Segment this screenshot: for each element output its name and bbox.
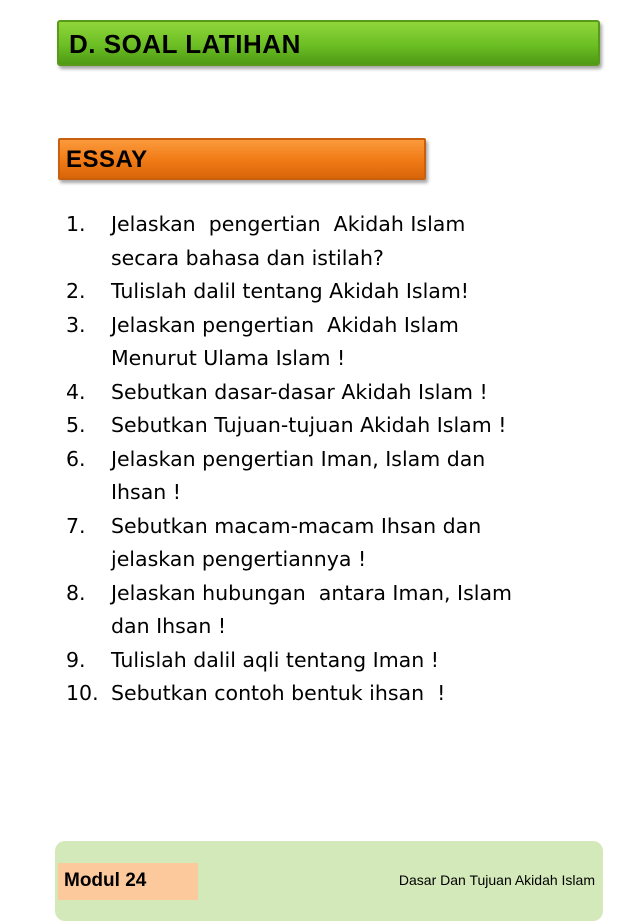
question-item	[66, 510, 626, 577]
question-number: 4.	[66, 379, 86, 404]
question-number: 8.	[66, 580, 86, 605]
question-item	[66, 644, 626, 678]
question-number: 1.	[66, 212, 86, 236]
question-text: Ihsan !	[111, 480, 182, 504]
question-text: Jelaskan pengertian Iman, Islam dan	[111, 446, 486, 471]
question-number: 7.	[66, 513, 86, 538]
question-text: Jelaskan pengertian Akidah Islam	[111, 212, 466, 236]
question-number: 5.	[66, 413, 86, 437]
question-text: Sebutkan dasar-dasar Akidah Islam !	[111, 379, 488, 404]
question-number: 6.	[66, 446, 86, 471]
question-item	[66, 275, 626, 309]
question-text: dan Ihsan !	[111, 614, 227, 638]
module-badge	[58, 863, 198, 900]
question-item	[66, 309, 626, 376]
section-title: D. SOAL LATIHAN	[69, 29, 301, 59]
footer	[55, 841, 603, 921]
question-item	[66, 677, 626, 711]
question-list	[66, 208, 626, 711]
module-title: Dasar Dan Tujuan Akidah Islam	[398, 872, 595, 888]
question-text: secara bahasa dan istilah?	[111, 245, 384, 270]
question-item	[66, 443, 626, 510]
section-header	[57, 20, 600, 66]
question-item	[66, 577, 626, 644]
question-text: Tulislah dalil aqli tentang Iman !	[111, 647, 439, 672]
question-number: 3.	[66, 312, 86, 337]
question-text: Menurut Ulama Islam !	[111, 346, 346, 370]
question-text: Tulislah dalil tentang Akidah Islam!	[111, 279, 470, 303]
question-item	[66, 208, 626, 275]
question-text: Sebutkan Tujuan-tujuan Akidah Islam !	[111, 413, 507, 437]
question-item	[66, 376, 626, 410]
essay-title: ESSAY	[66, 146, 148, 173]
essay-header	[58, 138, 426, 180]
question-number: 10.	[66, 681, 99, 705]
question-text: Sebutkan macam-macam Ihsan dan	[111, 513, 482, 538]
question-text: Jelaskan pengertian Akidah Islam	[111, 312, 459, 337]
question-text: Sebutkan contoh bentuk ihsan !	[111, 681, 446, 705]
question-text: jelaskan pengertiannya !	[111, 547, 367, 571]
question-number: 2.	[66, 279, 86, 303]
question-text: Jelaskan hubungan antara Iman, Islam	[111, 580, 512, 605]
question-number: 9.	[66, 647, 86, 672]
module-label: Modul 24	[64, 870, 147, 891]
question-item	[66, 409, 626, 443]
